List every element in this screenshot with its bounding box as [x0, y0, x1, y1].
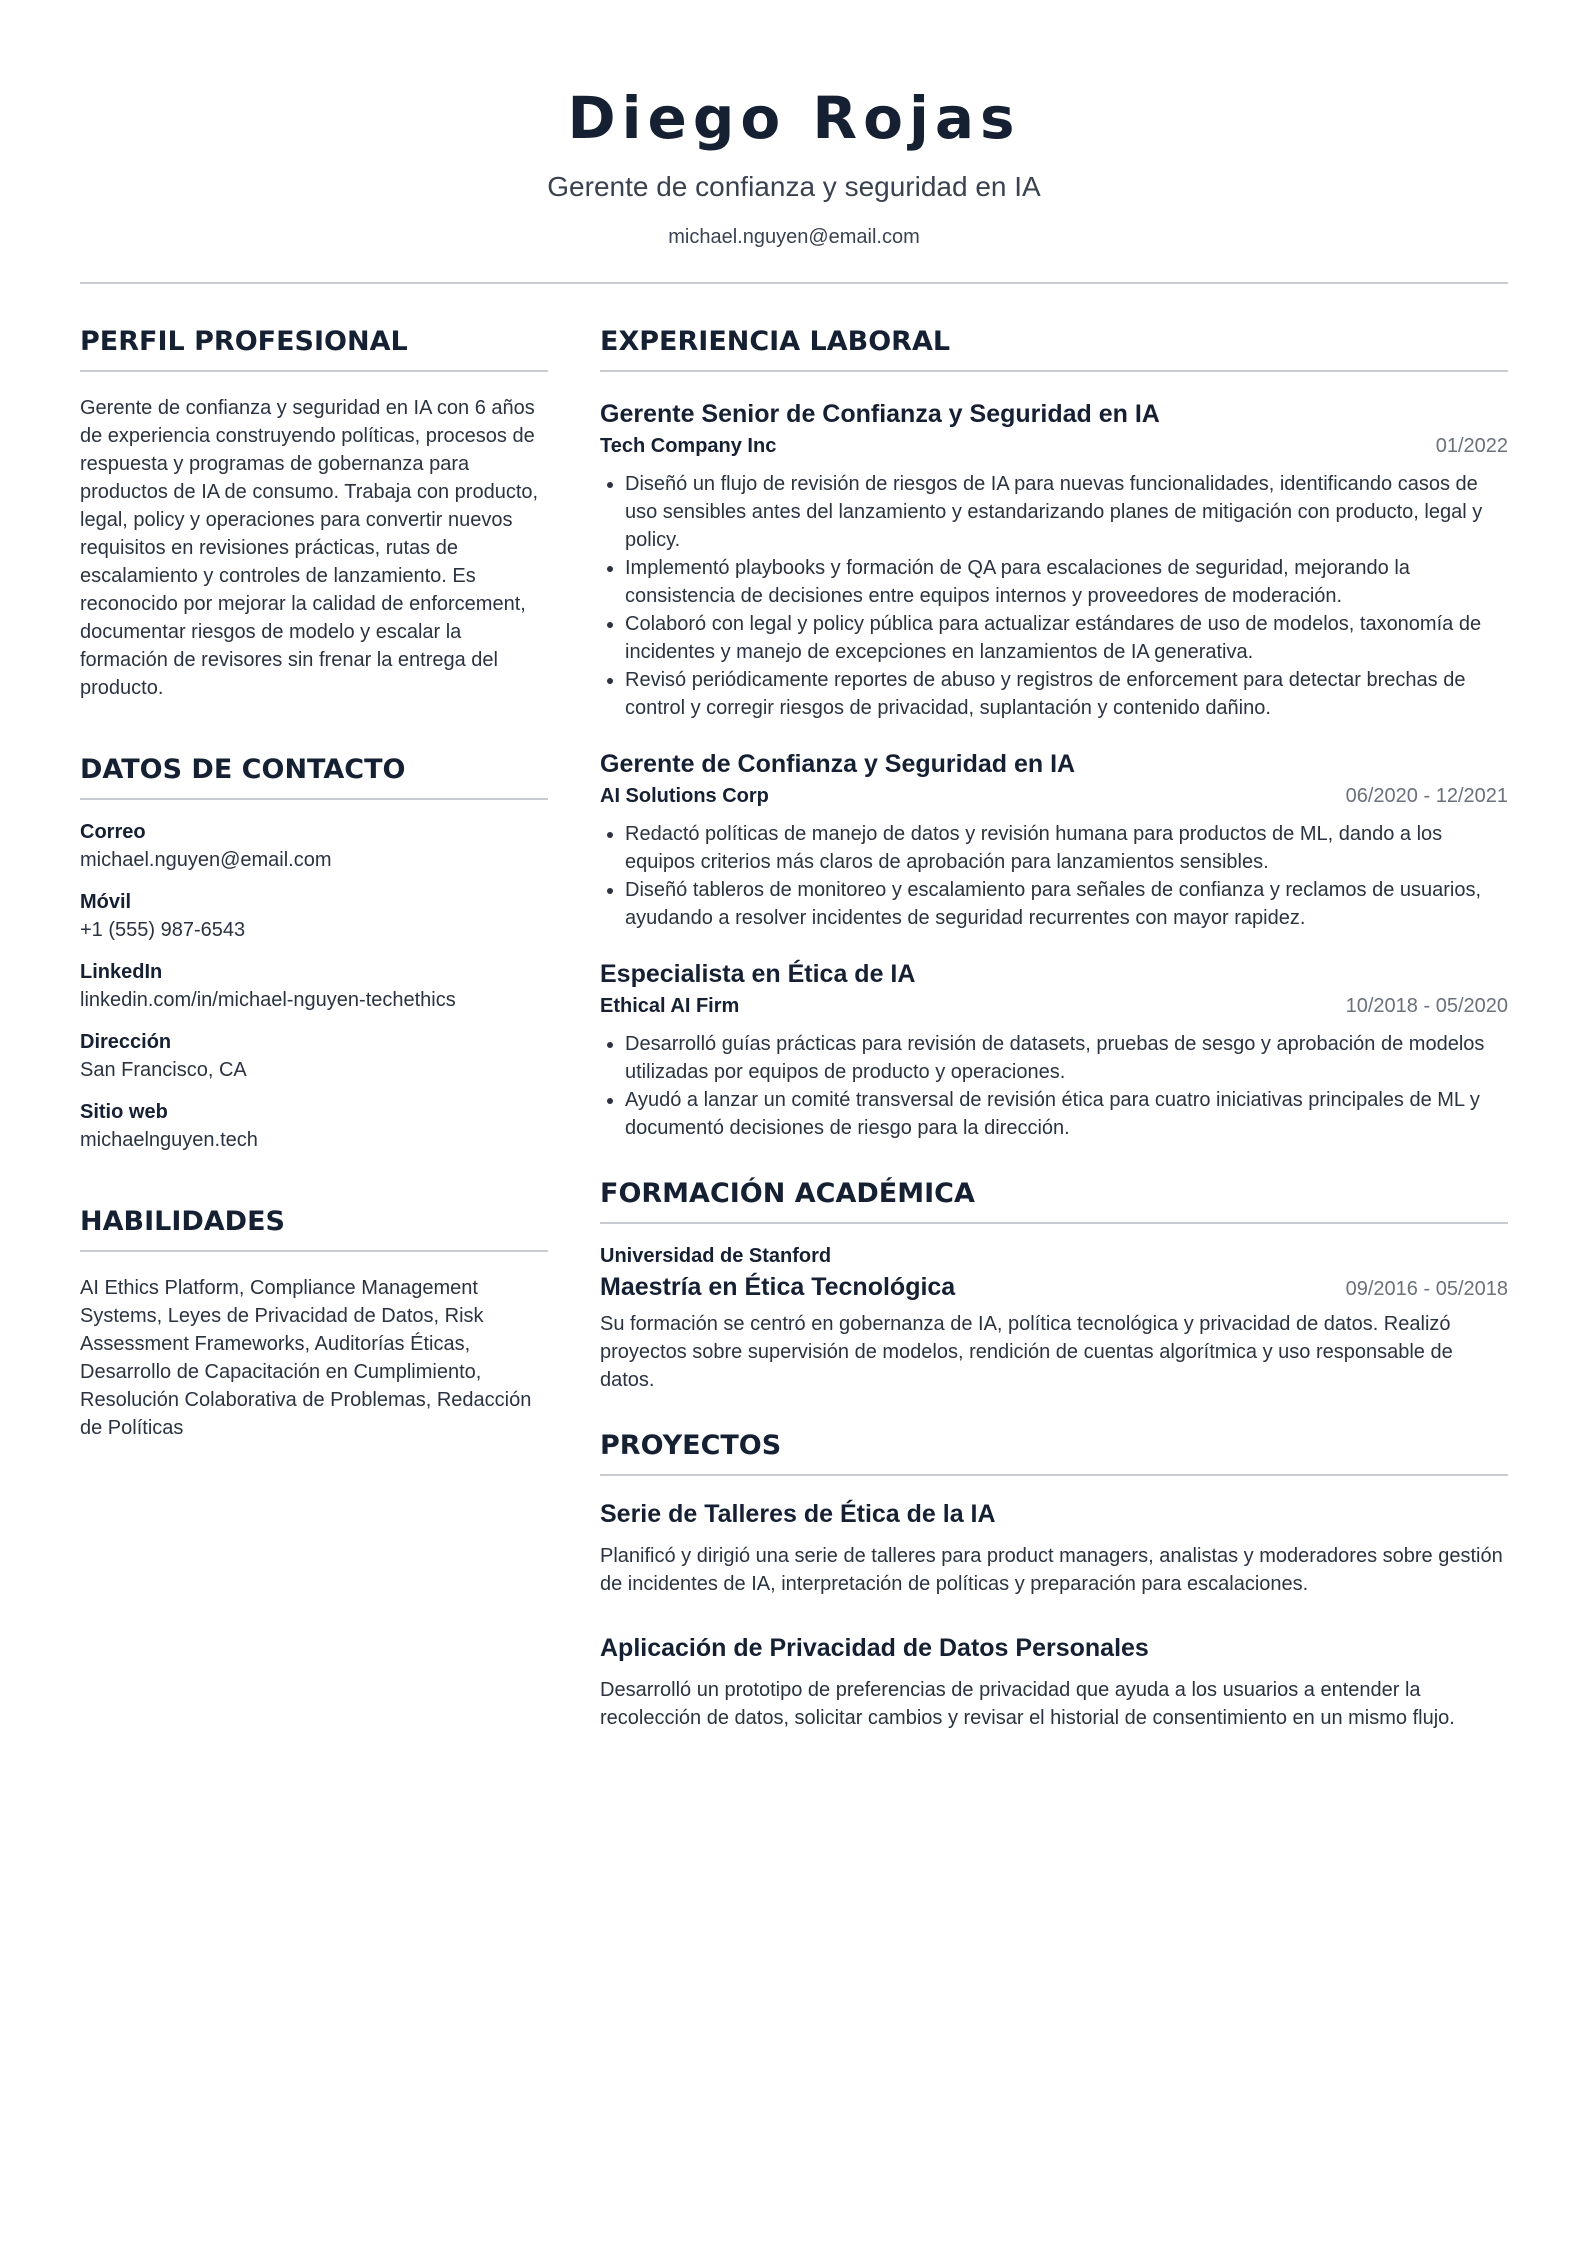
education-school: Universidad de Stanford: [600, 1245, 832, 1267]
profile-title: PERFIL PROFESIONAL: [80, 326, 408, 357]
job-entry: [600, 748, 1508, 932]
projects-title: PROYECTOS: [600, 1430, 782, 1461]
contact-item-website: [80, 1098, 548, 1154]
education-title: FORMACIÓN ACADÉMICA: [600, 1178, 975, 1209]
job-title: Especialista en Ética de IA: [600, 960, 916, 988]
right-column: [600, 324, 1508, 1754]
job-meta: [600, 782, 1508, 810]
contact-item-email: [80, 818, 548, 874]
resume-header: [80, 0, 1508, 250]
job-date: 06/2020 - 12/2021: [1345, 785, 1508, 807]
job-bullet: • Ayudó a lanzar un comité transversal de revisión ética para cuatro iniciativas principales de ML y documentó decisiones de riesgo para la dirección.: [625, 1086, 1508, 1142]
candidate-subtitle: Gerente de confianza y seguridad en IA: [547, 171, 1041, 202]
contact-value: +1 (555) 987-6543: [80, 919, 246, 941]
education-section: [600, 1176, 1508, 1394]
skills-divider: [80, 1250, 548, 1252]
project-text: Desarrolló un prototipo de preferencias de privacidad que ayuda a los usuarios a entender la recolección de datos, solicitar cambios y revisar el historial de consentimiento en un mismo flujo.: [600, 1679, 1455, 1729]
experience-title: EXPERIENCIA LABORAL: [600, 326, 951, 357]
contact-value: michael.nguyen@email.com: [80, 849, 332, 871]
job-title: Gerente de Confianza y Seguridad en IA: [600, 750, 1076, 778]
project-text: Planificó y dirigió una serie de talleres para product managers, analistas y moderadores sobre gestión de incidentes de IA, interpretación de políticas y preparación para escalaciones.: [600, 1545, 1503, 1595]
education-divider: [600, 1222, 1508, 1224]
education-meta: [600, 1270, 1508, 1304]
contact-label: Móvil: [80, 891, 132, 913]
education-date: 09/2016 - 05/2018: [1345, 1278, 1508, 1300]
job-bullet: • Desarrolló guías prácticas para revisión de datasets, pruebas de sesgo y aprobación de modelos utilizadas por equipos de producto y operaciones.: [625, 1030, 1508, 1086]
job-bullets: [600, 470, 1508, 722]
contact-label: Sitio web: [80, 1101, 168, 1123]
job-meta: [600, 432, 1508, 460]
project-title: Aplicación de Privacidad de Datos Personales: [600, 1634, 1149, 1662]
projects-section: [600, 1428, 1508, 1732]
job-bullet: • Revisó periódicamente reportes de abuso y registros de enforcement para detectar brechas de control y corregir riesgos de privacidad, suplantación y contenido dañino.: [625, 666, 1508, 722]
job-bullet: • Redactó políticas de manejo de datos y revisión humana para productos de ML, dando a los equipos criterios más claros de aprobación para lanzamientos sensibles.: [625, 820, 1508, 876]
contact-item-linkedin: [80, 958, 548, 1014]
contact-value: michaelnguyen.tech: [80, 1129, 258, 1151]
job-entry: [600, 958, 1508, 1142]
job-company: Tech Company Inc: [600, 435, 777, 457]
contact-label: Correo: [80, 821, 146, 843]
header-divider: [80, 282, 1508, 284]
job-entry: [600, 398, 1508, 722]
education-text: Su formación se centró en gobernanza de IA, política tecnológica y privacidad de datos. Realizó proyectos sobre supervisión de modelos, rendición de cuentas algorítmica y uso responsable de datos.: [600, 1313, 1453, 1391]
contact-value: linkedin.com/in/michael-nguyen-techethics: [80, 989, 456, 1011]
job-date: 01/2022: [1435, 435, 1508, 457]
job-bullet: • Implementó playbooks y formación de QA para escalaciones de seguridad, mejorando la consistencia de decisiones entre equipos internos y proveedores de moderación.: [625, 554, 1508, 610]
skills-title: HABILIDADES: [80, 1206, 285, 1237]
profile-section: [80, 324, 548, 702]
job-bullets: [600, 820, 1508, 932]
contact-value: San Francisco, CA: [80, 1059, 247, 1081]
job-bullet: • Diseñó un flujo de revisión de riesgos de IA para nuevas funcionalidades, identificando casos de uso sensibles antes del lanzamiento y estandarizando planes de mitigación con producto, legal y policy.: [625, 470, 1508, 554]
header-email: michael.nguyen@email.com: [668, 226, 920, 248]
profile-text: Gerente de confianza y seguridad en IA con 6 años de experiencia construyendo políticas, procesos de respuesta y programas de gobernanza para productos de IA de consumo. Trabaja con producto, legal, policy y operaciones para convertir nuevos requisitos en revisiones prácticas, rutas de escalamiento y controles de lanzamiento. Es reconocido por mejorar la calidad de enforcement, documentar riesgos de modelo y escalar la formación de revisores sin frenar la entrega del producto.: [80, 397, 539, 699]
contact-section: [80, 752, 548, 1154]
contact-item-address: [80, 1028, 548, 1084]
job-bullets: [600, 1030, 1508, 1142]
experience-divider: [600, 370, 1508, 372]
skills-section: [80, 1204, 548, 1442]
contact-divider: [80, 798, 548, 800]
project-title: Serie de Talleres de Ética de la IA: [600, 1500, 996, 1528]
skills-text: AI Ethics Platform, Compliance Management Systems, Leyes de Privacidad de Datos, Risk Assessment Frameworks, Auditorías Éticas, Desarrollo de Capacitación en Cumplimiento, Resolución Colaborativa de Problemas, Redacción de Políticas: [80, 1277, 532, 1439]
candidate-name: Diego Rojas: [567, 84, 1021, 152]
contact-item-mobile: [80, 888, 548, 944]
project-entry: [600, 1498, 1508, 1598]
job-bullet: • Diseñó tableros de monitoreo y escalamiento para señales de confianza y reclamos de usuarios, ayudando a resolver incidentes de seguridad recurrentes con mayor rapidez.: [625, 876, 1508, 932]
education-degree: Maestría en Ética Tecnológica: [600, 1273, 956, 1301]
profile-divider: [80, 370, 548, 372]
projects-divider: [600, 1474, 1508, 1476]
experience-section: [600, 324, 1508, 1142]
job-company: AI Solutions Corp: [600, 785, 769, 807]
job-meta: [600, 992, 1508, 1020]
job-company: Ethical AI Firm: [600, 995, 740, 1017]
project-entry: [600, 1632, 1508, 1732]
contact-label: LinkedIn: [80, 961, 163, 983]
job-bullet: • Colaboró con legal y policy pública para actualizar estándares de uso de modelos, taxonomía de incidentes y manejo de excepciones en lanzamientos de IA generativa.: [625, 610, 1508, 666]
left-column: [80, 324, 548, 1754]
contact-title: DATOS DE CONTACTO: [80, 754, 406, 785]
job-title: Gerente Senior de Confianza y Seguridad en IA: [600, 400, 1160, 428]
contact-label: Dirección: [80, 1031, 172, 1053]
resume-columns: [80, 324, 1508, 1754]
job-date: 10/2018 - 05/2020: [1345, 995, 1508, 1017]
